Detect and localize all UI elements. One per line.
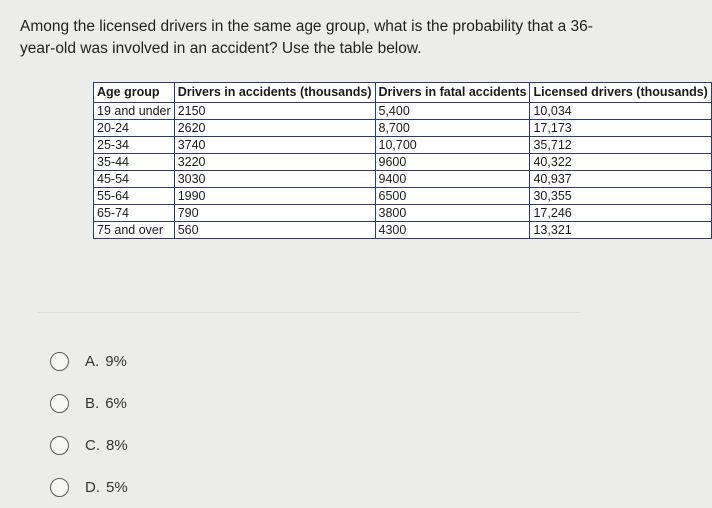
option-text: 8% <box>106 436 128 454</box>
radio-button-icon[interactable] <box>50 436 69 455</box>
table-row <box>94 188 712 205</box>
data-table <box>93 82 712 239</box>
cell-licensed: 10,034 <box>530 103 711 120</box>
cell-licensed: 40,322 <box>530 154 711 171</box>
option-c[interactable] <box>50 424 128 466</box>
option-letter: D. <box>85 478 100 496</box>
cell-licensed: 40,937 <box>530 171 711 188</box>
cell-age-group: 20-24 <box>94 120 175 137</box>
cell-fatal: 9600 <box>375 154 530 171</box>
cell-fatal: 8,700 <box>375 120 530 137</box>
header-licensed-drivers: Licensed drivers (thousands) <box>530 83 711 103</box>
radio-button-icon[interactable] <box>50 352 69 371</box>
cell-licensed: 30,355 <box>530 188 711 205</box>
cell-fatal: 9400 <box>375 171 530 188</box>
table-header-row <box>94 83 712 103</box>
radio-button-icon[interactable] <box>50 478 69 497</box>
table-row <box>94 154 712 171</box>
option-letter: A. <box>85 352 100 370</box>
cell-fatal: 6500 <box>375 188 530 205</box>
header-drivers-in-accidents: Drivers in accidents (thousands) <box>174 83 375 103</box>
cell-licensed: 13,321 <box>530 222 711 239</box>
cell-fatal: 3800 <box>375 205 530 222</box>
cell-accidents: 560 <box>174 222 375 239</box>
cell-accidents: 3740 <box>174 137 375 154</box>
option-d[interactable] <box>50 466 128 508</box>
cell-accidents: 3220 <box>174 154 375 171</box>
table-row <box>94 137 712 154</box>
table-row <box>94 120 712 137</box>
cell-fatal: 10,700 <box>375 137 530 154</box>
cell-licensed: 17,246 <box>530 205 711 222</box>
cell-accidents: 2620 <box>174 120 375 137</box>
table-row <box>94 222 712 239</box>
option-a[interactable] <box>50 340 128 382</box>
cell-age-group: 25-34 <box>94 137 175 154</box>
cell-accidents: 790 <box>174 205 375 222</box>
cell-age-group: 55-64 <box>94 188 175 205</box>
option-text: 5% <box>106 478 128 496</box>
option-letter: B. <box>85 394 100 412</box>
radio-button-icon[interactable] <box>50 394 69 413</box>
answer-options <box>50 340 128 508</box>
cell-accidents: 1990 <box>174 188 375 205</box>
cell-licensed: 17,173 <box>530 120 711 137</box>
option-text: 6% <box>105 394 127 412</box>
option-text: 9% <box>105 352 127 370</box>
cell-licensed: 35,712 <box>530 137 711 154</box>
cell-fatal: 5,400 <box>375 103 530 120</box>
header-drivers-in-fatal-accidents: Drivers in fatal accidents <box>375 83 530 103</box>
option-b[interactable] <box>50 382 128 424</box>
cell-accidents: 2150 <box>174 103 375 120</box>
table-row <box>94 103 712 120</box>
cell-age-group: 65-74 <box>94 205 175 222</box>
cell-age-group: 35-44 <box>94 154 175 171</box>
question-text: Among the licensed drivers in the same age group, what is the probability that a 36-year-old was involved in an accident? Use the table below. <box>20 18 593 57</box>
cell-age-group: 45-54 <box>94 171 175 188</box>
cell-age-group: 19 and under <box>94 103 175 120</box>
cell-fatal: 4300 <box>375 222 530 239</box>
cell-age-group: 75 and over <box>94 222 175 239</box>
separator <box>38 312 580 313</box>
table-row <box>94 205 712 222</box>
cell-accidents: 3030 <box>174 171 375 188</box>
option-letter: C. <box>85 436 100 454</box>
table-row <box>94 171 712 188</box>
header-age-group: Age group <box>94 83 175 103</box>
